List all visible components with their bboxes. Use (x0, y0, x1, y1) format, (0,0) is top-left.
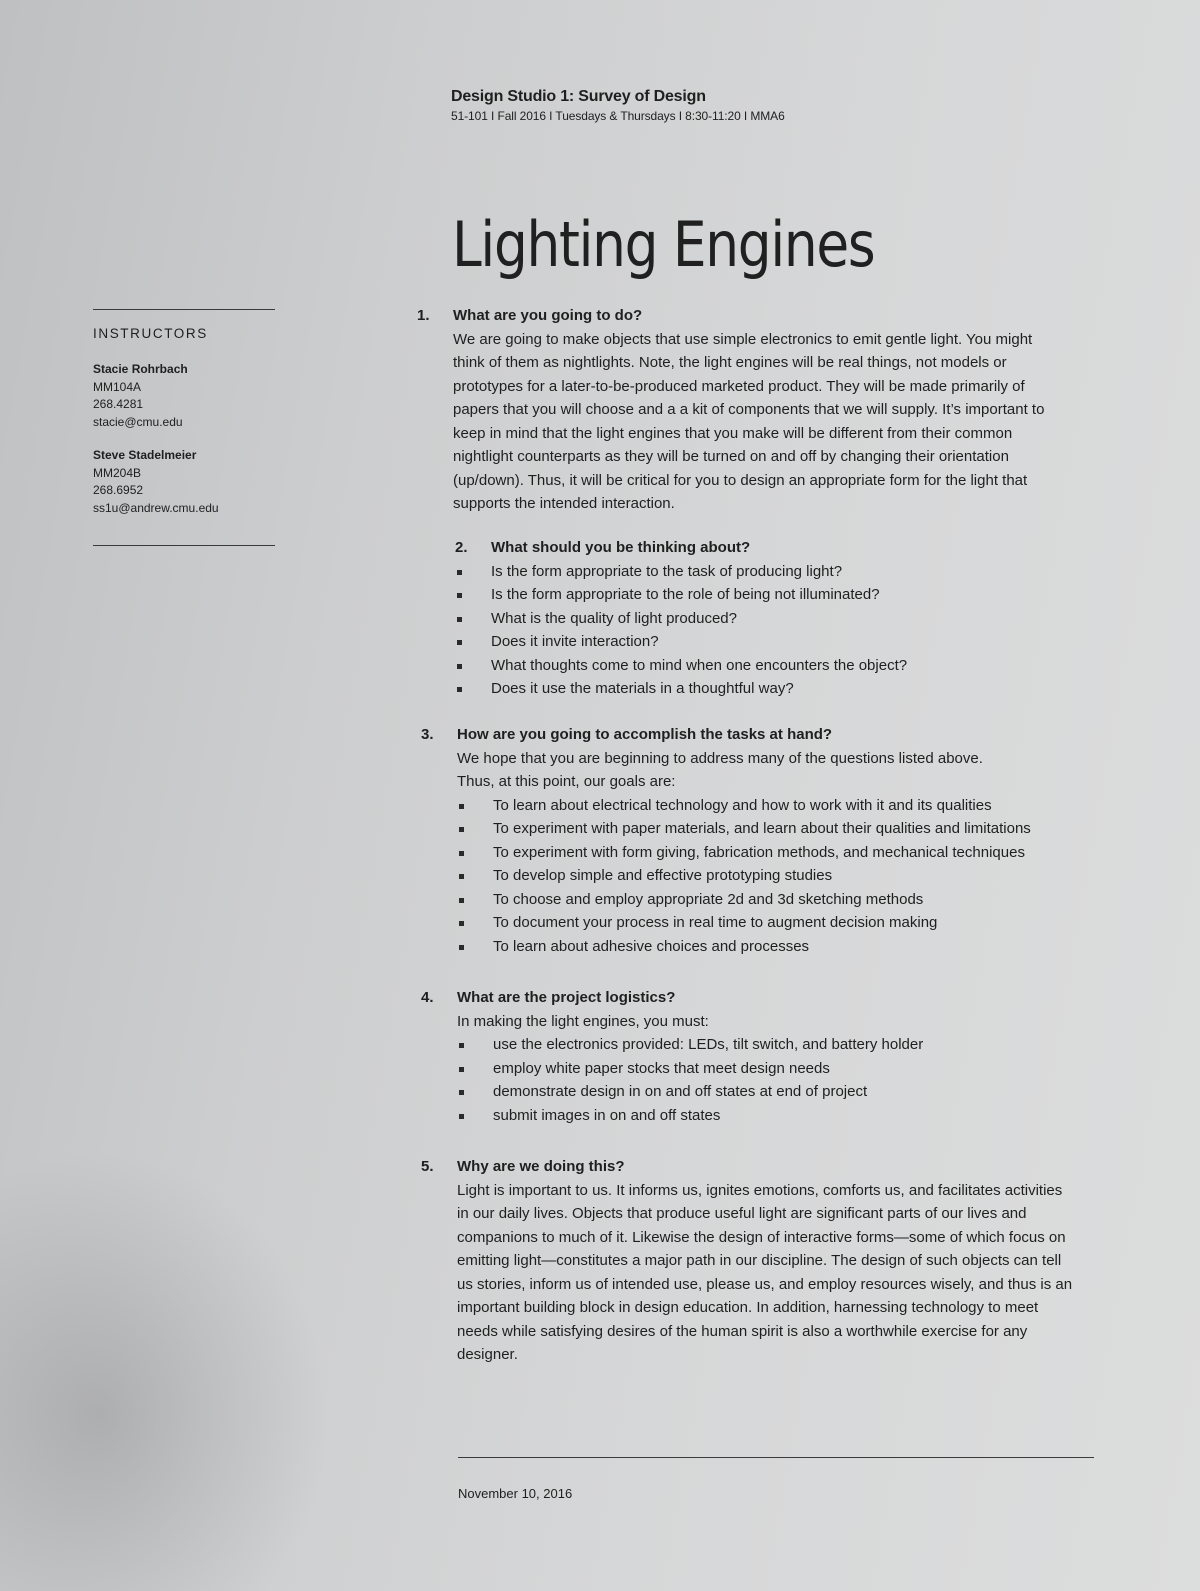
instructors-block (93, 326, 293, 533)
section-title: How are you going to accomplish the tasks at hand? (457, 726, 833, 743)
instructor-name: Stacie Rohrbach (93, 362, 188, 376)
instructor-room: MM204B (93, 465, 142, 480)
instructor-phone: 268.6952 (93, 483, 144, 497)
section-1 (417, 304, 1057, 516)
section-title: What should you be thinking about? (491, 539, 751, 556)
bullet-icon (455, 607, 491, 631)
bullet-icon (457, 1104, 493, 1128)
list-item: To choose and employ appropriate 2d and 3d sketching methods (457, 888, 1101, 912)
section-number: 1. (417, 307, 430, 324)
section-number: 5. (421, 1158, 434, 1175)
bullet-icon (457, 1080, 493, 1104)
section-title: What are you going to do? (453, 307, 643, 324)
list-item: Does it invite interaction? (455, 630, 1055, 654)
instructor-name: Steve Stadelmeier (93, 448, 197, 462)
section-2 (455, 536, 1055, 701)
bullet-icon (455, 677, 491, 701)
section-intro-line: In making the light engines, you must: (457, 1012, 709, 1030)
section-heading (455, 536, 1055, 560)
bullet-icon (457, 817, 493, 841)
list-item: Does it use the materials in a thoughtful way? (455, 677, 1055, 701)
bullet-icon (455, 654, 491, 678)
bullet-icon (457, 888, 493, 912)
bullet-icon (457, 911, 493, 935)
instructors-heading: INSTRUCTORS (93, 326, 208, 341)
list-item: What is the quality of light produced? (455, 607, 1055, 631)
section-intro-line: Thus, at this point, our goals are: (457, 773, 676, 790)
section-number: 2. (455, 539, 468, 556)
footer-date: November 10, 2016 (458, 1486, 573, 1501)
course-title: Design Studio 1: Survey of Design (451, 88, 706, 105)
section-title: What are the project logistics? (457, 989, 676, 1006)
bullet-icon (455, 560, 491, 584)
bullet-list (457, 1033, 1081, 1127)
section-paragraph: We are going to make objects that use simple electronics to emit gentle light. You might think of them as nightlights. Note, the light engines will be real things, not models or prototypes for a later-to-be-produced marketed product. They will be made primarily of papers that you will choose and a a kit of components that we will supply. It’s important to keep in mind that the light engines that you make will be different from their common nightlight counterparts as they will be turned on and off by changing their orientation (up/down). Thus, it will be critical for you to design an appropriate form for the light that supports the intended interaction. (453, 330, 1045, 512)
course-info: 51-101 I Fall 2016 I Tuesdays & Thursdays I 8:30-11:20 I MMA6 (451, 109, 785, 123)
list-item: To learn about adhesive choices and processes (457, 935, 1101, 959)
page-title: Lighting Engines (452, 208, 875, 281)
bullet-list (457, 794, 1101, 959)
section-5 (421, 1155, 1081, 1367)
section-3 (421, 723, 1101, 958)
list-item: To document your process in real time to augment decision making (457, 911, 1101, 935)
photo-shadow (0, 1150, 330, 1591)
section-4 (421, 986, 1081, 1127)
instructors-bottom-rule (93, 545, 275, 546)
bullet-icon (457, 841, 493, 865)
instructor-phone: 268.4281 (93, 397, 144, 411)
instructor-room: MM104A (93, 379, 142, 394)
bullet-icon (457, 1033, 493, 1057)
list-item: Is the form appropriate to the role of being not illuminated? (455, 583, 1055, 607)
section-heading (421, 723, 1101, 747)
bullet-icon (455, 583, 491, 607)
section-number: 3. (421, 726, 434, 743)
section-title: Why are we doing this? (457, 1158, 625, 1175)
list-item: To develop simple and effective prototyping studies (457, 864, 1101, 888)
bullet-list (455, 560, 1055, 701)
list-item: To experiment with paper materials, and learn about their qualities and limitations (457, 817, 1101, 841)
list-item: What thoughts come to mind when one encounters the object? (455, 654, 1055, 678)
section-number: 4. (421, 989, 434, 1006)
list-item: To learn about electrical technology and how to work with it and its qualities (457, 794, 1101, 818)
bullet-icon (457, 864, 493, 888)
course-header (451, 88, 785, 123)
list-item: demonstrate design in on and off states at end of project (457, 1080, 1081, 1104)
list-item: use the electronics provided: LEDs, tilt switch, and battery holder (457, 1033, 1081, 1057)
bullet-icon (457, 935, 493, 959)
instructor-email: stacie@cmu.edu (93, 414, 183, 429)
list-item: employ white paper stocks that meet design needs (457, 1057, 1081, 1081)
footer-rule (458, 1457, 1094, 1458)
list-item: To experiment with form giving, fabrication methods, and mechanical techniques (457, 841, 1101, 865)
bullet-icon (457, 794, 493, 818)
instructor-email: ss1u@andrew.cmu.edu (93, 500, 219, 515)
section-heading (421, 1155, 1081, 1179)
section-paragraph: Light is important to us. It informs us, ignites emotions, comforts us, and facilitates activities in our daily lives. Objects that produce useful light are significant parts of our lives and companions to much of it. Likewise the design of interactive forms—some of which focus on emitting light—constitutes a major path in our discipline. The design of such objects can tell us stories, inform us of intended use, please us, and employ resources wisely, and thus is an important building block in design education. In addition, harnessing technology to meet needs while satisfying desires of the human spirit is also a worthwhile exercise for any designer. (457, 1181, 1073, 1363)
list-item: Is the form appropriate to the task of producing light? (455, 560, 1055, 584)
section-heading (421, 986, 1081, 1010)
instructor-card (93, 361, 293, 431)
list-item: submit images in on and off states (457, 1104, 1081, 1128)
section-heading (417, 304, 1057, 328)
instructor-card (93, 447, 293, 517)
instructors-top-rule (93, 309, 275, 310)
section-intro-line: We hope that you are beginning to address many of the questions listed above. (457, 749, 983, 767)
bullet-icon (457, 1057, 493, 1081)
bullet-icon (455, 630, 491, 654)
